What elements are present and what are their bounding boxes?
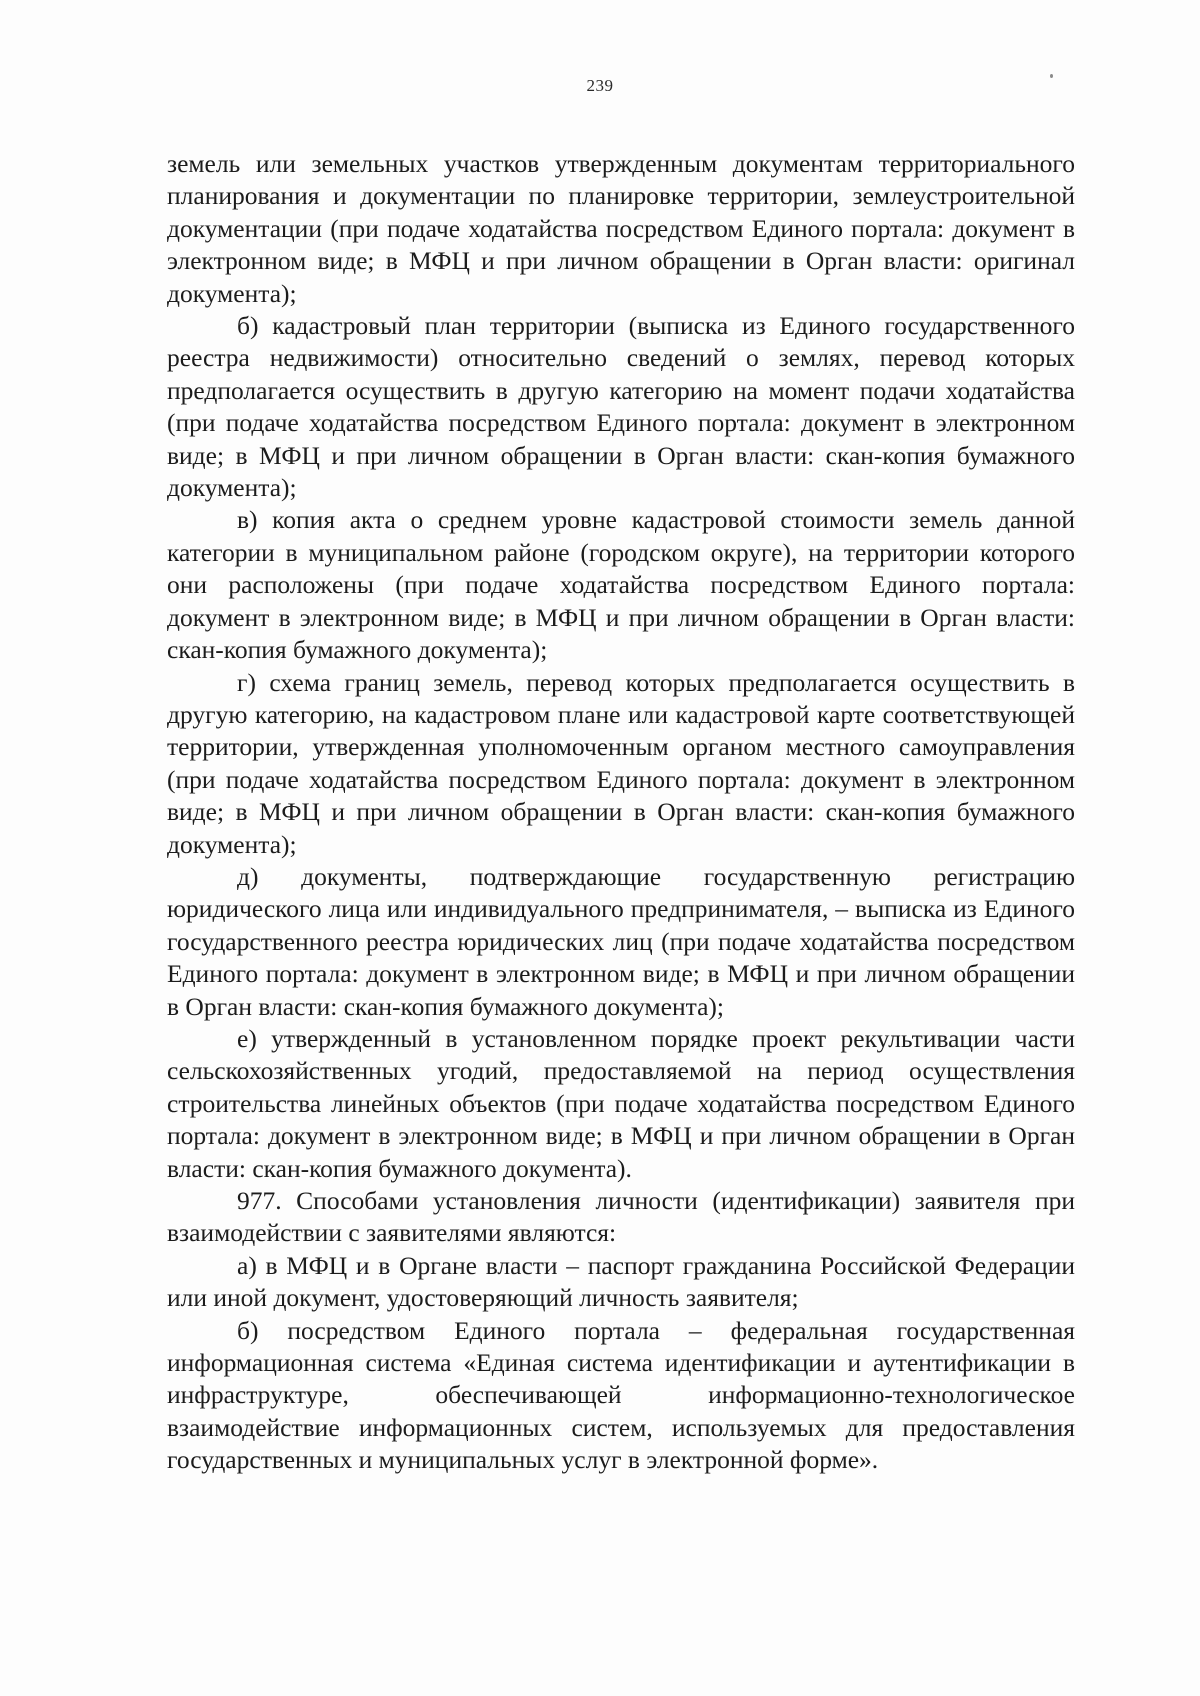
page-number: 239 (586, 76, 614, 95)
document-body (167, 148, 1075, 1477)
paragraph-item-v-cadastral-value-act: в) копия акта о среднем уровне кадастровой стоимости земель данной категории в муниципальном районе (городском округе), на территории которого они расположены (при подаче ходатайства посредством Единого портала: документ в электронном виде; в МФЦ и при личном обращении в Орган власти: скан-копия бумажного документа); (167, 505, 1075, 665)
paragraph-item-a-passport: а) в МФЦ и в Органе власти – паспорт гражданина Российской Федерации или иной документ, удостоверяющий личность заявителя; (167, 1250, 1075, 1313)
paragraph-continuation: земель или земельных участков утвержденным документам территориального планирования и документации по планировке территории, землеустроительной документации (при подаче ходатайства посредством Единого портала: документ в электронном виде; в МФЦ и при личном обращении в Орган власти: оригинал документа); (167, 149, 1075, 308)
paragraph-item-b-unified-portal: б) посредством Единого портала – федеральная государственная информационная система «Единая система идентификации и аутентификации в инфраструктуре, обеспечивающей информационно-технологическое взаимодействие информационных систем, используемых для предоставления государственных и муниципальных услуг в электронной форме». (167, 1315, 1075, 1475)
paragraph-item-g-boundary-scheme: г) схема границ земель, перевод которых предполагается осуществить в другую категорию, на кадастровом плане или кадастровой карте соответствующей территории, утвержденная уполномоченным органом местного самоуправления (при подаче ходатайства посредством Единого портала: документ в электронном виде; в МФЦ и при личном обращении в Орган власти: скан-копия бумажного документа); (167, 667, 1075, 859)
scan-speck (1050, 74, 1053, 78)
paragraph-item-d-registration-documents: д) документы, подтверждающие государственную регистрацию юридического лица или индивидуального предпринимателя, – выписка из Единого государственного реестра юридических лиц (при подаче ходатайства посредством Единого портала: документ в электронном виде; в МФЦ и при личном обращении в Орган власти: скан-копия бумажного документа); (167, 861, 1075, 1021)
paragraph-977-identification: 977. Способами установления личности (идентификации) заявителя при взаимодействии с заявителями являются: (167, 1186, 1075, 1248)
paragraph-item-e-recultivation-project: е) утвержденный в установленном порядке проект рекультивации части сельскохозяйственных угодий, предоставляемой на период осуществления строительства линейных объектов (при подаче ходатайства посредством Единого портала: документ в электронном виде; в МФЦ и при личном обращении в Орган власти: скан-копия бумажного документа). (167, 1023, 1075, 1183)
paragraph-item-b-cadastral-plan: б) кадастровый план территории (выписка из Единого государственного реестра недвижимости) относительно сведений о землях, перевод которых предполагается осуществить в другую категорию на момент подачи ходатайства (при подаче ходатайства посредством Единого портала: документ в электронном виде; в МФЦ и при личном обращении в Орган власти: скан-копия бумажного документа); (167, 311, 1075, 503)
